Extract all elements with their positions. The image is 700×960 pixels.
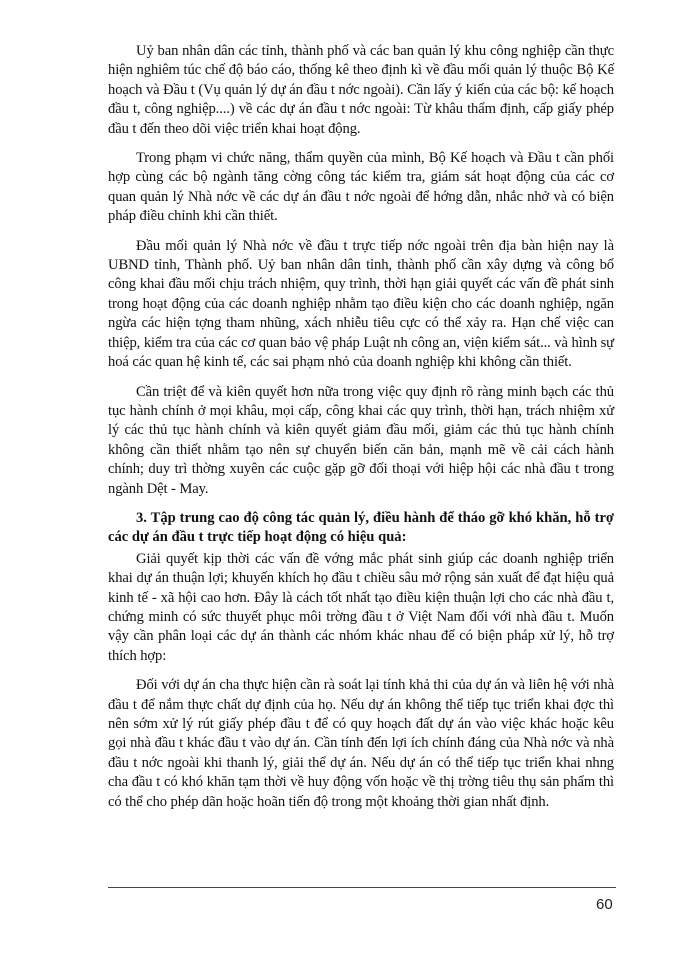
page-content xyxy=(108,42,614,822)
footer-divider xyxy=(108,887,616,888)
paragraph: Giải quyết kịp thời các vấn đề vớng mắc phát sinh giúp các doanh nghiệp triển khai dự án thuận lợi; khuyến khích họ đầu t chiều sâu mở rộng sản xuất để đạt hiệu quả kinh tế - xã hội cao hơn. Đây là cách tốt nhất tạo điều kiện thuận lợi cho các nhà đầu t, chứng minh có sức thuyết phục môi trờng đầu t ở Việt Nam đối với nhà đầu t. Muốn vậy cần phân loại các dự án thành các nhóm khác nhau để có biện pháp xử lý, hỗ trợ thích hợp: xyxy=(108,550,614,664)
paragraph: Trong phạm vi chức năng, thẩm quyền của mình, Bộ Kế hoạch và Đầu t cần phối hợp cùng các bộ ngành tăng cờng công tác kiểm tra, giám sát hoạt động của các cơ quan quản lý Nhà nớc về các dự án đầu t nớc ngoài để hớng dẫn, nhắc nhở và có biện pháp điều chỉnh khi cần thiết. xyxy=(108,150,614,225)
paragraph: Đối với dự án cha thực hiện cần rà soát lại tính khả thi của dự án và liên hệ với nhà đầu t để nắm thực chất dự định của họ. Nếu dự án không thể tiếp tục triển khai đợc thì nên sớm xử lý rút giấy phép đầu t để có quy hoạch đất dự án vào việc khác hoặc kêu gọi nhà đầu t khác đầu t vào dự án. Cần tính đến lợi ích chính đáng của Nhà nớc và nhà đầu t nớc ngoài khi thanh lý, giải thể dự án. Nếu dự án có thể tiếp tục triển khai nhng cha đầu t có khó khăn tạm thời về huy động vốn hoặc về thị trờng tiêu thụ sản phẩm thì có thể cho phép dãn hoặc hoãn tiến độ trong một khoảng thời gian nhất định. xyxy=(108,677,614,810)
paragraph: Cần triệt để và kiên quyết hơn nữa trong việc quy định rõ ràng minh bạch các thủ tục hành chính ở mọi khâu, mọi cấp, công khai các quy trình, thời hạn, trách nhiệm xử lý các thủ tục hành chính và kiên quyết giảm đầu mối, giảm các thủ tục hành chính không cần thiết nhằm tạo nên sự chuyển biến căn bản, mạnh mẽ về cải cách hành chính; duy trì thờng xuyên các cuộc gặp gỡ đối thoại với hiệp hội các nhà đầu t trong ngành Dệt - May. xyxy=(108,383,614,497)
paragraph: Uỷ ban nhân dân các tỉnh, thành phố và các ban quản lý khu công nghiệp cần thực hiện nghiêm túc chế độ báo cáo, thống kê theo định kì về đầu mối quản lý thuộc Bộ Kế hoạch và Đầu t (Vụ quản lý dự án đầu t nớc ngoài). Cần lấy ý kiến của các bộ: kế hoạch đầu t, công nghiệp....) về các dự án đầu t nớc ngoài: Từ khâu thẩm định, cấp giấy phép đầu t đến theo dõi việc triển khai hoạt động. xyxy=(108,43,614,137)
section-heading: 3. Tập trung cao độ công tác quản lý, điều hành để tháo gỡ khó khăn, hỗ trợ các dự án đầu t trực tiếp hoạt động có hiệu quả: xyxy=(108,509,614,546)
page-number: 60 xyxy=(596,896,613,913)
paragraph: Đầu mối quản lý Nhà nớc về đầu t trực tiếp nớc ngoài trên địa bàn hiện nay là UBND tỉnh, Thành phố. Uỷ ban nhân dân tỉnh, thành phố cần xây dựng và công bố công khai đầu mối chịu trách nhiệm, quy trình, thời hạn giải quyết các vấn đề phát sinh trong hoạt động của các doanh nghiệp nhằm tạo điều kiện cho các doanh nghiệp, ngăn ngừa các hiện tợng tham nhũng, xách nhiễu tiêu cực có thể xảy ra. Hạn chế việc can thiệp, kiểm tra của các cơ quan bảo vệ pháp Luật nh công an, viện kiểm sát... và hình sự hoá các quan hệ kinh tế, các sai phạm nhỏ của doanh nghiệp khi không cần thiết. xyxy=(108,237,614,371)
